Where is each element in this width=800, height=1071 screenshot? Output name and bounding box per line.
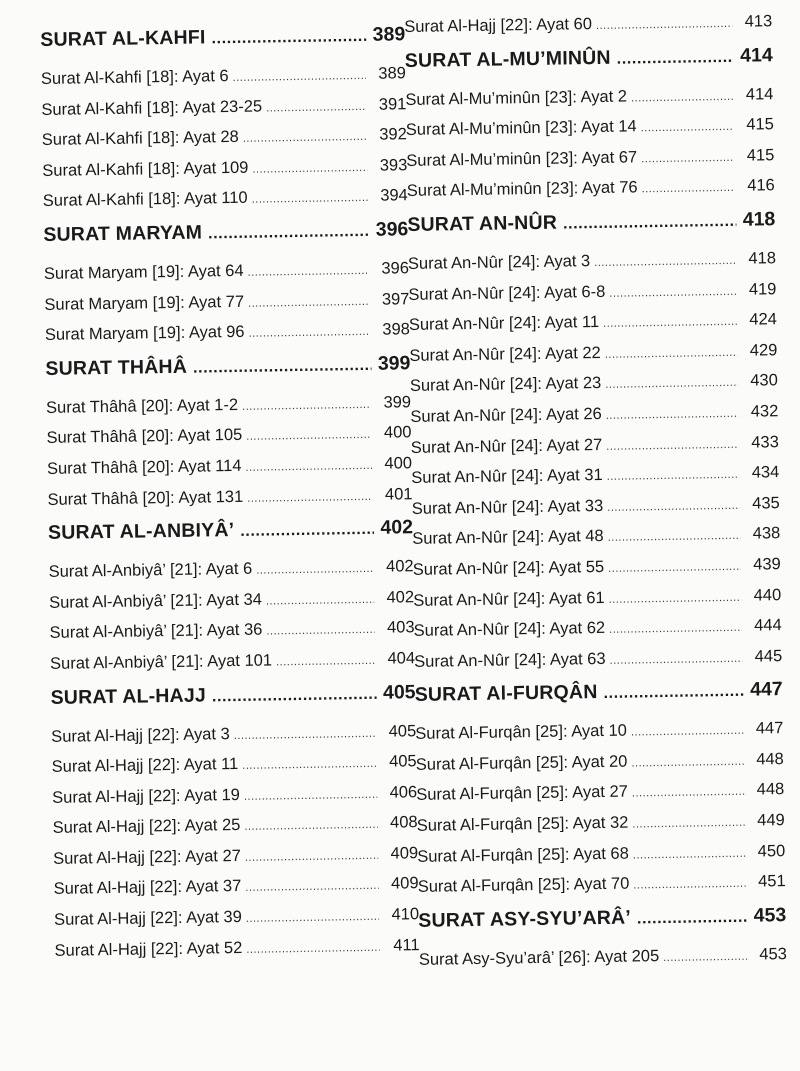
toc-section <box>418 897 787 975</box>
section-title: SURAT THÂHÂ <box>45 355 188 380</box>
dot-leader <box>609 643 742 676</box>
dot-leader <box>251 183 368 215</box>
entry-page-number: 435 <box>752 493 780 513</box>
toc-entry <box>51 716 416 752</box>
entry-page-number: 414 <box>745 84 774 104</box>
dot-leader <box>608 552 741 585</box>
right-column <box>404 6 787 975</box>
toc-entry <box>41 89 406 125</box>
section-title: SURAT AL-MU’MINÛN <box>404 46 611 72</box>
dot-leader <box>243 122 368 155</box>
section-heading <box>45 345 411 387</box>
toc-entry <box>405 79 773 115</box>
section-page-number: 399 <box>377 351 411 375</box>
entry-label: Surat Al-Mu’minûn [23]: Ayat 2 <box>405 87 628 109</box>
toc-section <box>404 37 775 207</box>
entry-page-number: 409 <box>390 844 419 863</box>
dot-leader <box>247 481 373 514</box>
dot-leader <box>252 153 367 185</box>
dot-leader <box>266 585 375 617</box>
entry-label: Surat Al-Mu’minûn [23]: Ayat 67 <box>406 148 638 170</box>
dot-leader <box>248 317 370 349</box>
entry-page-number: 404 <box>387 649 416 668</box>
entry-label: Surat Maryam [19]: Ayat 77 <box>44 292 245 314</box>
section-title: SURAT MARYAM <box>43 221 203 246</box>
toc-entry <box>45 314 410 350</box>
entry-label: Surat Thâhâ [20]: Ayat 131 <box>47 487 244 509</box>
entry-label: Surat Thâhâ [20]: Ayat 114 <box>46 456 242 478</box>
dot-leader <box>603 674 744 712</box>
entry-page-number: 405 <box>388 752 417 771</box>
entry-page-number: 392 <box>379 125 407 144</box>
entry-label: Surat Al-Furqân [25]: Ayat 68 <box>417 844 629 866</box>
entry-page-number: 401 <box>384 484 413 504</box>
dot-leader <box>632 808 745 840</box>
dot-leader <box>606 460 739 493</box>
toc-entry <box>408 243 776 279</box>
entry-page-number: 389 <box>378 64 406 83</box>
dot-leader <box>240 512 375 550</box>
dot-leader <box>266 615 375 647</box>
entry-label: Surat An-Nûr [24]: Ayat 23 <box>409 374 602 396</box>
entry-page-number: 409 <box>390 874 419 894</box>
toc-section <box>45 345 413 515</box>
entry-label: Surat Maryam [19]: Ayat 96 <box>44 322 245 345</box>
section-page-number: 389 <box>372 23 406 46</box>
dot-leader <box>245 451 372 484</box>
entry-page-number: 413 <box>744 12 773 31</box>
entry-label: Surat Al-Anbiyâ’ [21]: Ayat 36 <box>49 620 263 643</box>
entry-label: Surat An-Nûr [24]: Ayat 55 <box>412 557 605 579</box>
entry-page-number: 406 <box>389 782 418 802</box>
toc-entry <box>406 109 774 145</box>
entry-label: Surat Al-Furqân [25]: Ayat 27 <box>416 783 628 805</box>
toc-entry <box>411 427 779 463</box>
entry-page-number: 396 <box>381 259 410 278</box>
entry-label: Surat Al-Mu’minûn [23]: Ayat 76 <box>406 178 638 201</box>
dot-leader <box>246 420 372 453</box>
entry-label: Surat Al-Hajj [22]: Ayat 27 <box>53 846 241 868</box>
entry-label: Surat Asy-Syu’arâ’ [26]: Ayat 205 <box>418 946 660 969</box>
toc-entry <box>413 549 781 585</box>
entry-page-number: 405 <box>388 721 417 741</box>
entry-label: Surat An-Nûr [24]: Ayat 27 <box>410 435 603 457</box>
entry-page-number: 397 <box>381 289 410 309</box>
entry-label: Surat Al-Anbiyâ’ [21]: Ayat 34 <box>48 590 263 612</box>
entry-page-number: 411 <box>393 935 420 955</box>
dot-leader <box>631 716 744 748</box>
section-heading <box>48 509 414 551</box>
section-page-number: 453 <box>753 903 787 927</box>
dot-leader <box>641 173 735 205</box>
toc-entry <box>42 119 407 155</box>
dot-leader <box>608 582 741 615</box>
toc-entry <box>44 284 409 320</box>
dot-leader <box>633 838 746 870</box>
toc-entry <box>43 181 408 217</box>
section-page-number: 447 <box>749 678 783 701</box>
section-title: SURAT AN-NÛR <box>407 211 558 236</box>
dot-leader <box>211 19 367 57</box>
toc-entry <box>46 418 411 454</box>
dot-leader <box>208 214 370 253</box>
entry-label: Surat Thâhâ [20]: Ayat 105 <box>46 426 243 448</box>
entry-label: Surat Al-Kahfi [18]: Ayat 23-25 <box>41 97 263 119</box>
entry-label: Surat Al-Hajj [22]: Ayat 39 <box>53 908 242 929</box>
entry-page-number: 434 <box>751 463 780 482</box>
section-heading <box>43 211 409 253</box>
toc-entry <box>51 746 416 782</box>
entry-label: Surat An-Nûr [24]: Ayat 33 <box>411 496 604 518</box>
entry-label: Surat Al-Hajj [22]: Ayat 60 <box>404 15 593 36</box>
dot-leader <box>242 749 377 782</box>
toc-entry <box>410 366 778 402</box>
toc-entry <box>415 713 783 749</box>
toc-entry <box>54 930 419 966</box>
toc-entry <box>49 582 414 618</box>
toc-entry <box>46 387 411 423</box>
dot-leader <box>234 718 377 751</box>
toc-entry <box>418 866 786 902</box>
entry-page-number: 430 <box>750 371 778 390</box>
entry-label: Surat Al-Mu’minûn [23]: Ayat 14 <box>405 117 637 140</box>
dot-leader <box>640 112 734 144</box>
entry-page-number: 402 <box>386 587 415 607</box>
toc-entry <box>52 807 417 843</box>
toc-entry <box>419 939 787 975</box>
dot-leader <box>596 9 733 42</box>
dot-leader <box>276 646 375 678</box>
entry-page-number: 445 <box>754 646 783 666</box>
section-title: SURAT AL-HAJJ <box>50 683 207 709</box>
entry-page-number: 450 <box>757 841 786 861</box>
section-page-number: 396 <box>375 218 409 241</box>
toc-entry <box>47 479 412 515</box>
entry-label: Surat Al-Anbiyâ’ [21]: Ayat 6 <box>48 559 253 582</box>
entry-page-number: 402 <box>385 557 414 576</box>
toc-entry <box>406 140 774 176</box>
dot-leader <box>247 256 369 288</box>
entry-label: Surat Al-Furqân [25]: Ayat 32 <box>416 813 629 835</box>
dot-leader <box>605 338 738 371</box>
toc-entry <box>48 551 413 587</box>
entry-page-number: 440 <box>753 585 782 605</box>
section-heading <box>418 897 787 939</box>
section-heading <box>50 674 416 716</box>
entry-label: Surat An-Nûr [24]: Ayat 31 <box>411 466 603 488</box>
dot-leader <box>633 869 746 901</box>
dot-leader <box>603 307 737 340</box>
toc-entry <box>416 744 784 780</box>
entry-page-number: 416 <box>747 176 775 196</box>
dot-leader <box>631 747 744 779</box>
dot-leader <box>245 871 379 904</box>
entry-label: Surat An-Nûr [24]: Ayat 48 <box>412 527 604 549</box>
entry-label: Surat Al-Hajj [22]: Ayat 19 <box>52 785 241 807</box>
entry-page-number: 398 <box>382 320 411 339</box>
dot-leader <box>232 61 366 94</box>
toc-entry <box>42 150 407 186</box>
toc-entry <box>413 580 781 616</box>
entry-page-number: 399 <box>383 392 412 412</box>
entry-page-number: 394 <box>380 186 408 206</box>
entry-label: Surat Al-Kahfi [18]: Ayat 110 <box>42 189 248 211</box>
left-column <box>40 16 420 966</box>
entry-page-number: 391 <box>378 94 407 114</box>
toc-entry <box>413 610 781 646</box>
section-heading <box>404 37 773 79</box>
entry-label: Surat Al-Hajj [22]: Ayat 11 <box>51 755 239 777</box>
toc-entry <box>409 304 777 340</box>
dot-leader <box>607 521 740 554</box>
dot-leader <box>609 613 742 646</box>
entry-label: Surat Maryam [19]: Ayat 64 <box>43 261 244 283</box>
dot-leader <box>242 390 371 423</box>
toc-entry <box>407 171 775 207</box>
section-heading <box>40 16 406 58</box>
toc-entry <box>52 777 417 813</box>
entry-page-number: 438 <box>752 524 781 543</box>
dot-leader <box>663 942 747 974</box>
toc-entry <box>416 775 784 811</box>
dot-leader <box>193 348 372 387</box>
entry-page-number: 449 <box>757 811 785 830</box>
toc-entry <box>50 643 415 679</box>
dot-leader <box>246 902 380 935</box>
entry-label: Surat Al-Hajj [22]: Ayat 25 <box>52 816 241 838</box>
toc-section <box>48 509 416 679</box>
dot-leader <box>632 777 745 809</box>
entry-page-number: 432 <box>750 402 779 421</box>
toc-entry <box>414 641 782 677</box>
entry-page-number: 400 <box>383 423 412 442</box>
toc-section <box>407 201 782 677</box>
dot-leader <box>245 841 379 874</box>
section-heading <box>407 201 776 243</box>
entry-label: Surat An-Nûr [24]: Ayat 22 <box>409 343 601 365</box>
dot-leader <box>641 143 735 175</box>
entry-page-number: 451 <box>758 872 786 891</box>
section-page-number: 418 <box>742 208 776 231</box>
section-page-number: 405 <box>382 680 416 704</box>
dot-leader <box>609 276 737 309</box>
dot-leader <box>616 39 734 77</box>
dot-leader <box>563 204 737 243</box>
toc-entry <box>409 335 777 371</box>
entry-label: Surat An-Nûr [24]: Ayat 62 <box>413 619 606 641</box>
section-page-number: 414 <box>740 43 773 67</box>
entry-page-number: 448 <box>756 780 785 800</box>
entry-label: Surat Al-Furqân [25]: Ayat 70 <box>417 874 630 897</box>
entry-label: Surat An-Nûr [24]: Ayat 63 <box>414 649 606 671</box>
dot-leader <box>637 900 748 938</box>
entry-label: Surat An-Nûr [24]: Ayat 61 <box>413 588 605 610</box>
dot-leader <box>246 932 380 965</box>
toc-entry <box>49 613 414 649</box>
dot-leader <box>606 399 739 432</box>
entry-page-number: 424 <box>749 310 778 329</box>
entry-page-number: 433 <box>751 432 779 452</box>
toc-entry <box>53 869 418 905</box>
entry-label: Surat Al-Hajj [22]: Ayat 3 <box>51 724 230 746</box>
toc-section <box>414 671 785 902</box>
dot-leader <box>248 286 370 318</box>
toc-entry <box>47 448 412 484</box>
section-title: SURAT AL-KAHFI <box>40 26 206 51</box>
entry-label: Surat An-Nûr [24]: Ayat 26 <box>410 404 602 426</box>
toc-entry <box>54 899 419 935</box>
toc-entry <box>53 838 418 874</box>
entry-label: Surat Al-Kahfi [18]: Ayat 109 <box>42 158 249 180</box>
entry-label: Surat An-Nûr [24]: Ayat 3 <box>407 252 591 273</box>
toc-section <box>43 211 410 350</box>
entry-page-number: 419 <box>748 279 777 299</box>
dot-leader <box>244 810 378 843</box>
toc-section <box>40 16 408 217</box>
entry-label: Surat Al-Furqân [25]: Ayat 20 <box>415 752 628 774</box>
toc-entry <box>411 457 779 493</box>
toc-entry <box>417 805 785 841</box>
dot-leader <box>244 779 378 812</box>
entry-page-number: 415 <box>746 115 774 134</box>
toc-entry <box>44 253 409 289</box>
entry-page-number: 444 <box>754 616 782 635</box>
entry-label: Surat Al-Furqân [25]: Ayat 10 <box>415 721 628 744</box>
entry-label: Surat Thâhâ [20]: Ayat 1-2 <box>45 395 239 417</box>
section-title: SURAT ASY-SYU’ARÂ’ <box>418 906 632 932</box>
dot-leader <box>594 246 736 279</box>
toc-entry <box>408 274 776 310</box>
section-page-number: 402 <box>380 516 414 539</box>
toc-entry <box>412 518 780 554</box>
entry-label: Surat An-Nûr [24]: Ayat 6-8 <box>408 282 606 304</box>
entry-page-number: 448 <box>756 750 784 769</box>
entry-page-number: 403 <box>386 618 415 637</box>
entry-page-number: 418 <box>748 249 777 268</box>
entry-page-number: 393 <box>379 156 408 175</box>
dot-leader <box>256 554 374 586</box>
entry-page-number: 439 <box>753 555 781 574</box>
section-title: SURAT Al-FURQÂN <box>414 681 598 707</box>
section-title: SURAT AL-ANBIYÂ’ <box>47 519 235 545</box>
entry-label: Surat Al-Hajj [22]: Ayat 37 <box>53 877 242 899</box>
entry-page-number: 453 <box>759 944 787 964</box>
entry-page-number: 410 <box>391 905 420 924</box>
dot-leader <box>605 368 738 401</box>
entry-label: Surat Al-Kahfi [18]: Ayat 28 <box>41 128 239 150</box>
toc-entry <box>412 488 780 524</box>
entry-page-number: 408 <box>389 813 418 832</box>
dot-leader <box>631 81 734 113</box>
toc-entry <box>404 6 772 42</box>
toc-section <box>50 674 419 966</box>
toc-entry <box>410 396 778 432</box>
entry-label: Surat Al-Hajj [22]: Ayat 52 <box>54 938 243 960</box>
dot-leader <box>212 676 378 715</box>
dot-leader <box>266 91 367 123</box>
entry-label: Surat An-Nûr [24]: Ayat 11 <box>408 313 600 335</box>
entry-page-number: 415 <box>746 145 775 165</box>
toc-entry <box>417 836 785 872</box>
dot-leader <box>607 491 740 524</box>
section-heading <box>414 671 783 713</box>
entry-label: Surat Al-Anbiyâ’ [21]: Ayat 101 <box>49 651 273 673</box>
entry-label: Surat Al-Kahfi [18]: Ayat 6 <box>40 67 229 88</box>
dot-leader <box>606 429 739 462</box>
entry-page-number: 447 <box>755 719 784 738</box>
toc-entry <box>41 58 406 94</box>
entry-page-number: 429 <box>749 340 778 360</box>
entry-page-number: 400 <box>384 454 413 473</box>
